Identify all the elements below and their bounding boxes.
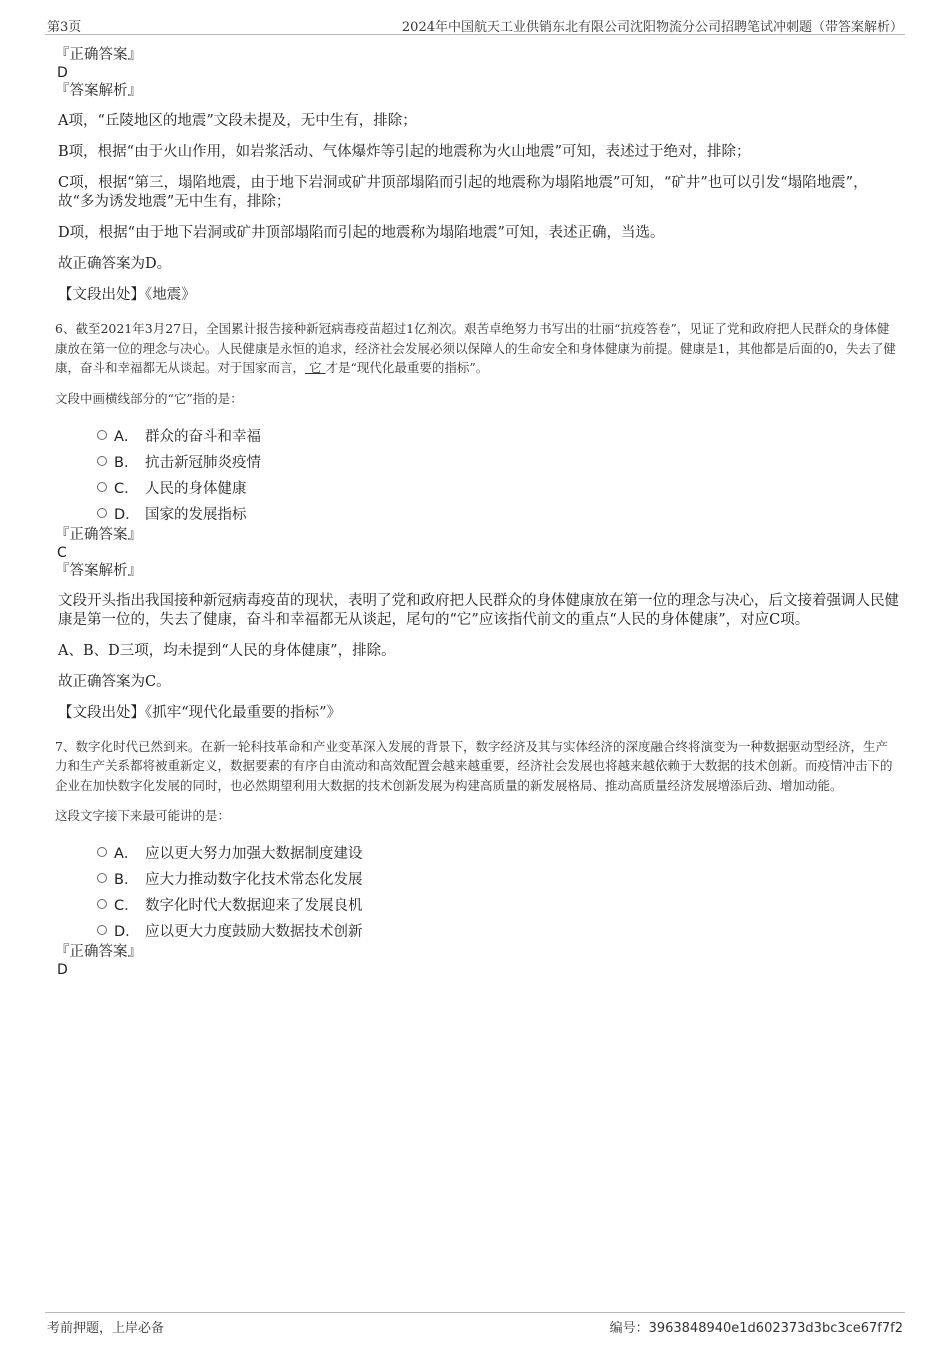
q6-stem [55,319,900,378]
option-text: 应大力推动数字化技术常态化发展 [145,872,363,888]
q5-analysis-label: 『答案解析』 [55,83,142,99]
option-text: 国家的发展指标 [145,506,247,523]
q6-stem-text: 6、截至2021年3月27日，全国累计报告接种新冠病毒疫苗超过1亿剂次。艰苦卓绝努力书写出的壮丽“抗疫答卷”，见证了党和政府把人民群众的身体健康放在第一位的理念与决心。人民健康是永恒的追求，经济社会发展必须以保障人的生命安全和身体健康为前提。健康是1，其他都是后面的0，失去了健康，奋斗和幸福都无从谈起。对于国家而言， [55,321,896,375]
q6-analysis-main: 文段开头指出我国接种新冠病毒疫苗的现状，表明了党和政府把人民群众的身体健康放在第一位的理念与决心，后文接着强调人民健康是第一位的，失去了健康，奋斗和幸福都无从谈起，尾句的“它”应该指代前文的重点“人民的身体健康”，对应C项。 [58,592,899,628]
document-title: 2024年中国航天工业供销东北有限公司沈阳物流分公司招聘笔试冲刺题（带答案解析） [401,20,903,35]
q6-option-c[interactable] [55,474,900,500]
q5-analysis-c: C项，根据“第三，塌陷地震，由于地下岩洞或矿井顶部塌陷而引起的地震称为塌陷地震”可知，“矿井”也可以引发“塌陷地震”，故“多为诱发地震”无中生有，排除； [58,175,868,210]
radio-icon[interactable] [97,430,107,440]
q6-option-b[interactable] [55,448,900,474]
q7-option-a[interactable] [55,839,900,865]
q5-analysis-b: B项，根据“由于火山作用，如岩浆活动、气体爆炸等引起的地震称为火山地震”可知，表述过于绝对，排除； [58,144,751,160]
q5-analysis-d: D项，根据“由于地下岩洞或矿井顶部塌陷而引起的地震称为塌陷地震”可知，表述正确，当选。 [58,225,665,241]
radio-icon[interactable] [97,873,107,883]
option-letter: A． [114,428,139,445]
q7-answer: D [57,962,68,978]
option-text: 人民的身体健康 [145,480,247,497]
q6-analysis-label: 『答案解析』 [55,562,142,579]
q7-option-b[interactable] [55,865,900,891]
q6-option-a[interactable] [55,422,900,448]
q7-option-d[interactable] [55,917,900,943]
q5-answer-label: 『正确答案』 [55,47,142,63]
q5-answer: D [57,65,68,81]
q7-stem: 7、数字化时代已然到来。在新一轮科技革命和产业变革深入发展的背景下，数字经济及其与实体经济的深度融合终将演变为一种数据驱动型经济，生产力和生产关系都将被重新定义，数据要素的有序自由流动和高效配置会越来越重要，经济社会发展也将越来越依赖于大数据的技术创新。而疫情冲击下的企业在加快数字化发展的同时，也必然期望利用大数据的技术创新发展为构建高质量的新发展格局、推动高质量经济发展增添后劲、增加动能。 [55,738,893,793]
q6-answer: C [57,544,67,561]
radio-icon[interactable] [97,482,107,492]
q5-analysis-a: A项，“丘陵地区的地震”文段未提及，无中生有，排除； [58,113,417,129]
document-body [55,46,900,979]
option-text: 数字化时代大数据迎来了发展良机 [145,898,363,914]
option-text: 群众的奋斗和幸福 [145,428,261,445]
radio-icon[interactable] [97,925,107,935]
q6-option-d[interactable] [55,500,900,526]
q6-conclusion: 故正确答案为C。 [58,673,171,690]
q6-prompt: 文段中画横线部分的“它”指的是： [55,390,243,406]
document-id: 编号：3963848940e1d602373d3bc3ce67f7f2 [609,1321,903,1336]
q7-options [55,839,900,943]
q7-option-c[interactable] [55,891,900,917]
page-footer [45,1312,905,1337]
q6-options [55,422,900,526]
radio-icon[interactable] [97,847,107,857]
option-letter: B． [114,454,139,471]
q6-stem-tail: 才是“现代化最重要的指标”。 [325,360,489,375]
option-letter: A． [114,846,139,862]
option-letter: D． [114,506,140,523]
q7-prompt: 这段文字接下来最可能讲的是： [55,808,231,823]
option-letter: C． [114,898,139,914]
q5-conclusion: 故正确答案为D。 [58,256,172,272]
option-letter: C． [114,480,139,497]
option-letter: B． [114,872,139,888]
page-number: 第3页 [47,20,82,35]
footer-slogan: 考前押题，上岸必备 [47,1321,165,1336]
radio-icon[interactable] [97,456,107,466]
option-text: 应以更大努力加强大数据制度建设 [145,846,363,862]
q7-answer-label: 『正确答案』 [55,944,142,960]
q5-source: 【文段出处】《地震》 [58,287,196,303]
q6-answer-label: 『正确答案』 [55,526,142,543]
radio-icon[interactable] [97,508,107,518]
q6-source: 【文段出处】《抓牢“现代化最重要的指标”》 [58,704,342,721]
option-text: 抗击新冠肺炎疫情 [145,454,261,471]
option-letter: D． [114,924,140,940]
page-header [45,14,905,35]
q6-underlined-word: 它 [305,360,326,375]
radio-icon[interactable] [97,899,107,909]
q6-analysis-abd: A、B、D三项，均未提到“人民的身体健康”，排除。 [58,642,396,659]
option-text: 应以更大力度鼓励大数据技术创新 [145,924,363,940]
